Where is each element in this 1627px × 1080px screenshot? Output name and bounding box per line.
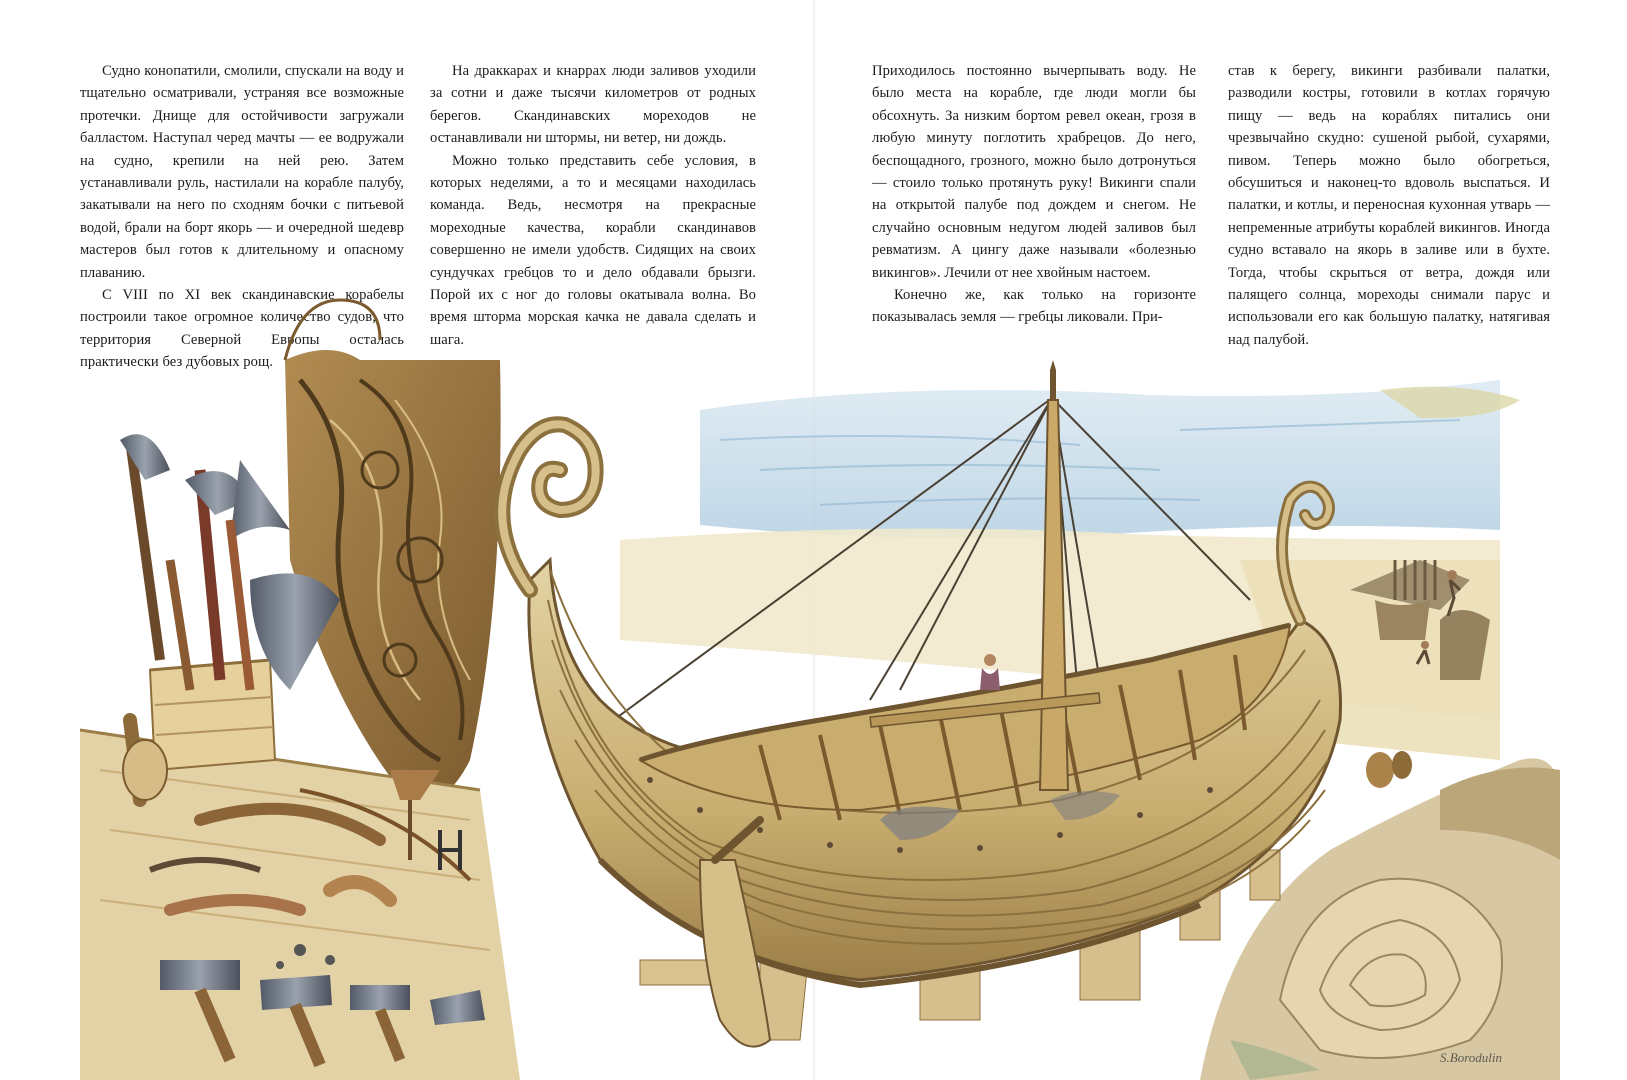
paragraph: Конечно же, как только на горизонте показывалась земля — гребцы ликовали. При- [872,287,1196,326]
paragraph: Можно только представить себе условия, в которых неделями, а то и месяцами находилась команда. Ведь, несмотря на прекрасные мореходные качества, корабли скандинавов совершенно не имели удобств. Сидящих на своих сундучках гребцов то и дело обдавали брызги. Порой их с ног до головы окатывала волна. Во время шторма морская качка не давала сделать и шага. [430,152,756,348]
paragraph: С VIII по XI век скандинавские корабелы построили такое огромное количество судов, что территория Северной Европы осталась практически без дубовых рощ. [80,287,404,371]
carved-prow-panel [285,300,501,800]
paragraph: Судно конопатили, смолили, спускали на воду и тщательно осматривали, устраняя все возможные протечки. Днище для остойчивости загружали балластом. Наступал черед мачты — ее водружали на судно, крепили на ней рею. Затем устанавливали руль, настилали на корабле палубу, закатывали на него по сходням бочки с питьевой водой, брали на борт якорь — и очередной шедевр мастеров был готов к длительному и опасному плаванию. [80,63,404,281]
sea-background [700,380,1520,538]
paragraph: Приходилось постоянно вычерпывать воду. Не было места на корабле, где люди могли бы обсохнуть. За низким бортом ревел океан, грозя в любую минуту поглотить храбрецов. До него, беспощадного, грозного, можно было дотронуться — стоило только протянуть руку! Викинги спали на открытой палубе под дождем и снегом. Не случайно основным недугом людей заливов был ревматизм. А цингу даже называли «болезнью викингов». Лечили от нее хвойным настоем. [872,63,1196,281]
paragraph: На драккарах и кнаррах люди заливов уходили за сотни и даже тысячи километров от родных берегов. Скандинавских мореходов не останавливали ни штормы, ни ветер, ни дождь. [430,63,756,147]
paragraph: став к берегу, викинги разбивали палатки, разводили костры, готовили в котлах горячую пищу — ведь на кораблях питались они чрезвычайно скудно: сушеной рыбой, сухарями, пивом. Теперь можно было обогреться, обсушиться и наконец-то вдоволь выспаться. И палатки, и котлы, и переносная кухонная утварь — непременные атрибуты кораблей викингов. Иногда судно вставало на якорь в заливе или в бухте. Тогда, чтобы скрыться от ветра, дождя или палящего солнца, мореходы снимали парус и использовали его как большую палатку, натягивая над палубой. [1228,63,1550,348]
tool-box [150,660,275,770]
illustrator-signature: S.Borodulin [1440,1050,1502,1065]
